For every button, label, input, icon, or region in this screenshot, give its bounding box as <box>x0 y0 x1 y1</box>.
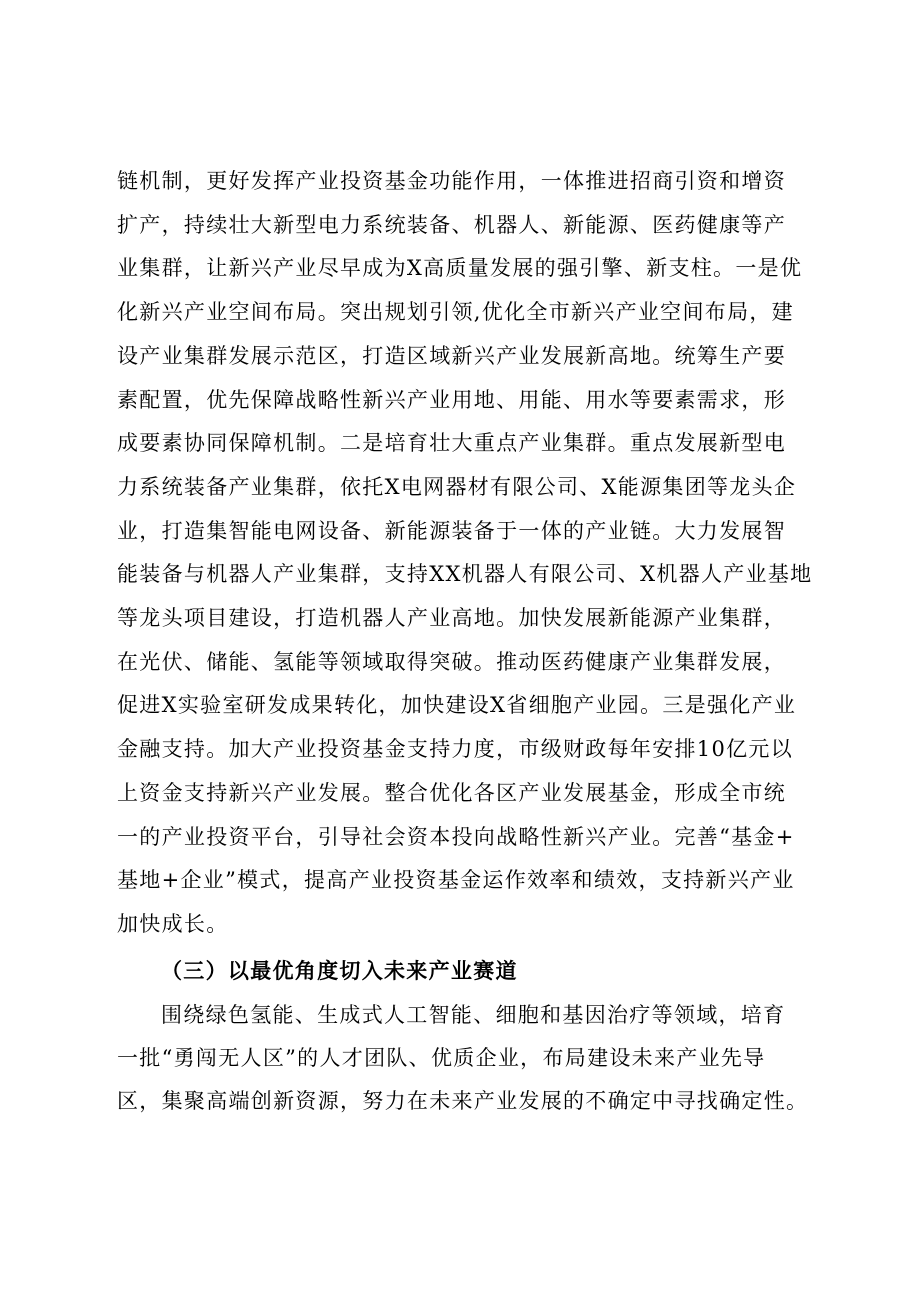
paragraph-line: 能装备与机器人产业集群，支持XX机器人有限公司、X机器人产业基地 <box>117 562 813 587</box>
paragraph-line: 上资金支持新兴产业发展。整合优化各区产业发展基金，形成全市统 <box>117 780 786 805</box>
paragraph-line: 一的产业投资平台，引导社会资本投向战略性新兴产业。完善“基金+ <box>117 824 795 849</box>
paragraph-line: 力系统装备产业集群，依托X电网器材有限公司、X能源集团等龙头企 <box>117 474 797 499</box>
paragraph-line: 业，打造集智能电网设备、新能源装备于一体的产业链。大力发展智 <box>117 518 786 543</box>
section-line: 围绕绿色氢能、生成式人工智能、细胞和基因治疗等领域，培育 <box>161 1003 786 1027</box>
paragraph-line: 化新兴产业空间布局。突出规划引领,优化全市新兴产业空间布局，建 <box>117 300 794 325</box>
section-heading: （三）以最优角度切入未来产业赛道 <box>161 959 518 983</box>
paragraph-line: 金融支持。加大产业投资基金支持力度，市级财政每年安排10亿元以 <box>117 737 794 762</box>
paragraph-line: 链机制，更好发挥产业投资基金功能作用，一体推进招商引资和增资 <box>117 169 786 193</box>
paragraph-line: 扩产，持续壮大新型电力系统装备、机器人、新能源、医药健康等产 <box>117 212 786 237</box>
paragraph-line: 基地+企业”模式，提高产业投资基金运作效率和绩效，支持新兴产业 <box>117 868 795 893</box>
paragraph-line: 在光伏、储能、氢能等领域取得突破。推动医药健康产业集群发展， <box>117 649 786 674</box>
body-paragraph <box>117 160 825 947</box>
section-line: 区，集聚高端创新资源，努力在未来产业发展的不确定中寻找确定性。 <box>117 1089 809 1113</box>
section-line: 一批“勇闯无人区”的人才团队、优质企业，布局建设未来产业先导 <box>117 1046 766 1070</box>
paragraph-line: 设产业集群发展示范区，打造区域新兴产业发展新高地。统筹生产要 <box>117 343 786 368</box>
paragraph-line: 素配置，优先保障战略性新兴产业用地、用能、用水等要素需求，形 <box>117 387 786 412</box>
paragraph-line: 成要素协同保障机制。二是培育壮大重点产业集群。重点发展新型电 <box>117 431 786 456</box>
paragraph-line: 等龙头项目建设，打造机器人产业高地。加快发展新能源产业集群， <box>117 606 786 631</box>
paragraph-line: 业集群，让新兴产业尽早成为X高质量发展的强引擎、新支柱。一是优 <box>117 256 803 281</box>
paragraph-line: 加快成长。 <box>117 911 229 936</box>
paragraph-line: 促进X实验室研发成果转化，加快建设X省细胞产业园。三是强化产业 <box>117 693 797 718</box>
section-paragraph <box>117 994 827 1123</box>
